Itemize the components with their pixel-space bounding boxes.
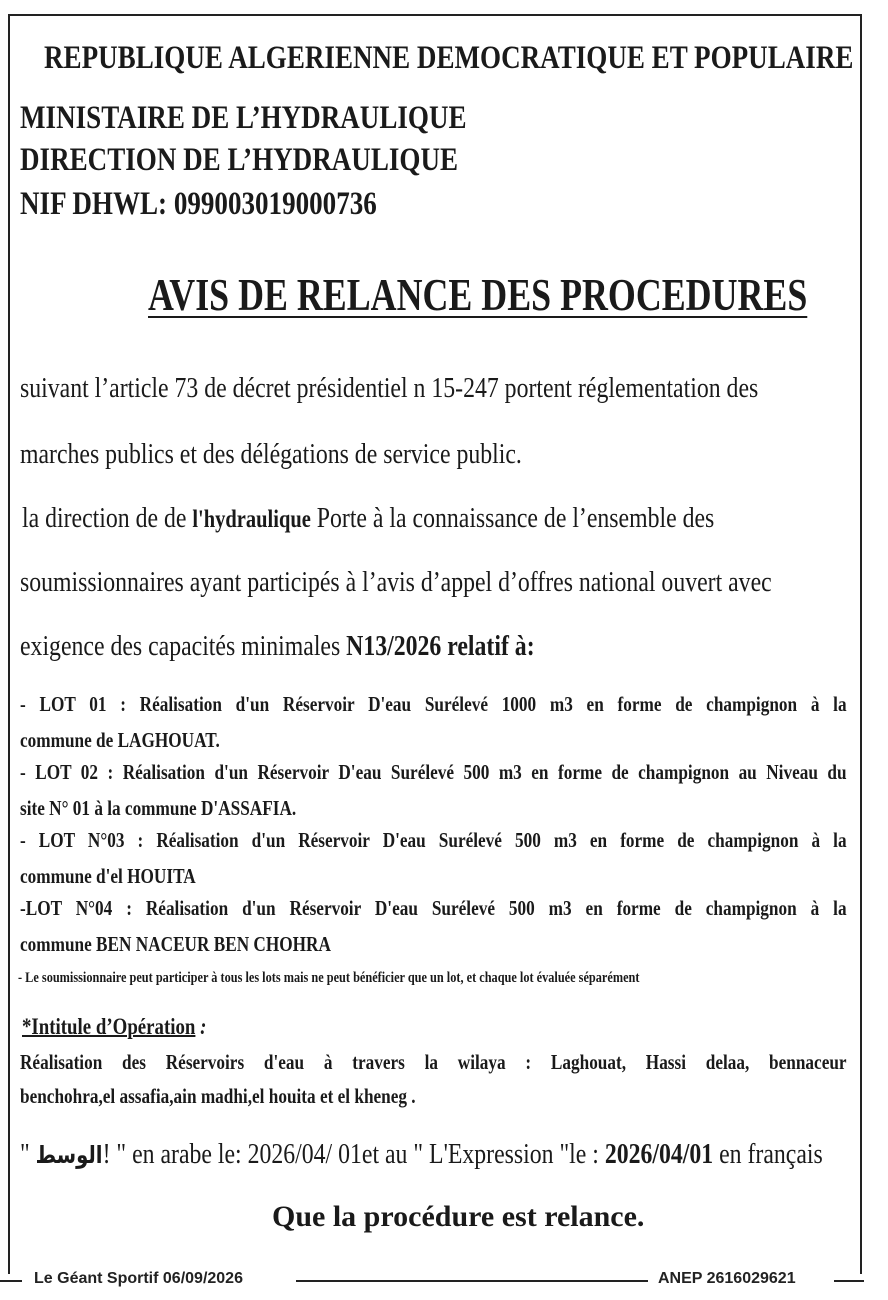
- publication-part-1: ! " en arabe le:: [102, 1138, 248, 1170]
- ministry-heading: MINISTAIRE DE L’HYDRAULIQUE: [20, 100, 467, 136]
- operation-label: *Intitule d’Opération: [22, 1014, 196, 1039]
- operation-line-2: benchohra,el assafia,ain madhi,el houita et el kheneg .: [20, 1084, 416, 1108]
- lot-01-line-2: commune de LAGHOUAT.: [20, 728, 220, 752]
- intro-line-3-b: l'hydraulique: [192, 506, 311, 533]
- publication-date-french: 2026/04/01: [604, 1138, 714, 1170]
- conclusion-text: Que la procédure est relance.: [272, 1200, 645, 1233]
- lot-04-line-2: commune BEN NACEUR BEN CHOHRA: [20, 932, 331, 956]
- lot-02-line-1: - LOT 02 : Réalisation d'un Réservoir D'eau Surélevé 500 m3 en forme de champignon au Niveau du: [20, 760, 847, 784]
- intro-line-4: soumissionnaires ayant participés à l’avis d’appel d’offres national ouvert avec: [20, 566, 772, 598]
- nif-line: NIF DHWL: 099003019000736: [20, 186, 377, 222]
- notice-title: AVIS DE RELANCE DES PROCEDURES: [148, 269, 808, 320]
- lot-04-line-1: -LOT N°04 : Réalisation d'un Réservoir D'eau Surélevé 500 m3 en forme de champignon à la: [20, 896, 847, 920]
- footer-source: Le Géant Sportif 06/09/2026: [34, 1270, 243, 1287]
- intro-line-1: suivant l’article 73 de décret présidentiel n 15-247 portent réglementation des: [20, 372, 759, 404]
- footer-rule-right: [834, 1280, 864, 1282]
- lots-note: - Le soumissionnaire peut participer à tous les lots mais ne peut bénéficier que un lot, et chaque lot évaluée séparément: [18, 970, 640, 986]
- intro-line-2: marches publics et des délégations de service public.: [20, 438, 522, 470]
- intro-line-3: [22, 502, 714, 535]
- footer-rule-left: [0, 1280, 22, 1282]
- arabic-newspaper-name: الوسط: [35, 1141, 103, 1169]
- publication-line: [20, 1138, 823, 1171]
- publication-date-arabic: 2026/04/ 01: [247, 1138, 362, 1170]
- operation-label-wrap: [22, 1014, 206, 1040]
- intro-line-5: [20, 630, 535, 663]
- operation-colon: :: [195, 1014, 207, 1039]
- publication-part-2: et au " L'Expression "le :: [361, 1138, 605, 1170]
- footer-anep-reference: ANEP 2616029621: [658, 1270, 796, 1287]
- operation-line-1: Réalisation des Réservoirs d'eau à travers la wilaya : Laghouat, Hassi delaa, bennaceur: [20, 1050, 847, 1074]
- lot-02-line-2: site N° 01 à la commune D'ASSAFIA.: [20, 796, 297, 820]
- intro-line-5-a: exigence des capacités minimales: [20, 630, 347, 662]
- lot-01-line-1: - LOT 01 : Réalisation d'un Réservoir D'eau Surélevé 1000 m3 en forme de champignon à la: [20, 692, 847, 716]
- republic-heading: REPUBLIQUE ALGERIENNE DEMOCRATIQUE ET POPULAIRE: [44, 40, 854, 76]
- publication-part-3: en français: [713, 1138, 823, 1170]
- intro-line-3-a: la direction de de: [22, 502, 193, 534]
- lot-03-line-2: commune d'el HOUITA: [20, 864, 196, 888]
- intro-line-5-b: N13/2026 relatif à:: [346, 630, 535, 662]
- lot-03-line-1: - LOT N°03 : Réalisation d'un Réservoir D'eau Surélevé 500 m3 en forme de champignon à la: [20, 828, 847, 852]
- intro-line-3-c: Porte à la connaissance de l’ensemble des: [310, 502, 715, 534]
- publication-quote-open: ": [20, 1138, 36, 1170]
- footer-rule-middle: [296, 1280, 648, 1282]
- direction-heading: DIRECTION DE L’HYDRAULIQUE: [20, 142, 459, 178]
